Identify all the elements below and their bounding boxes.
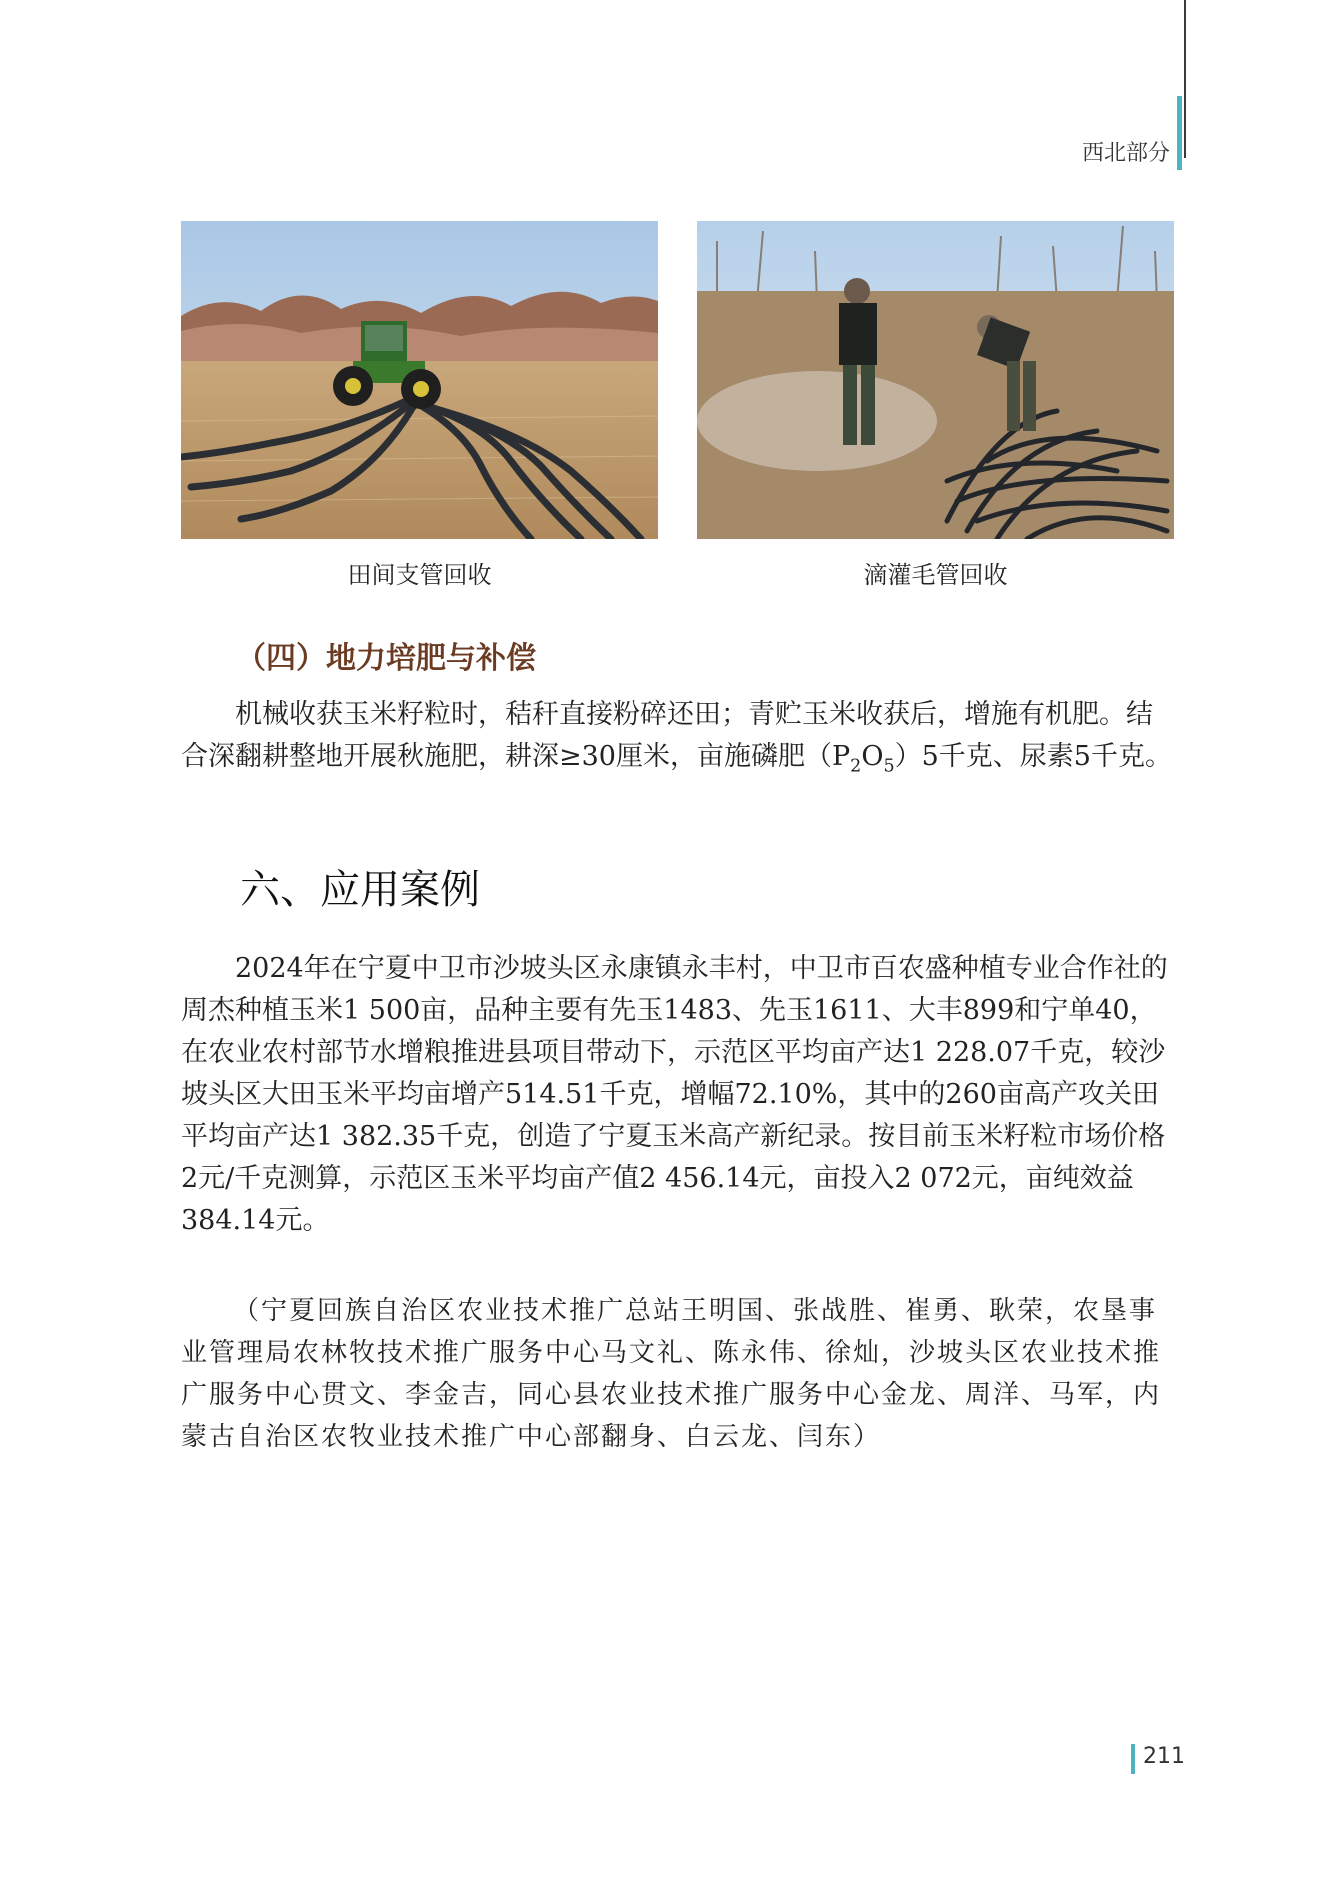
subsection-title: （四）地力培肥与补偿 — [236, 641, 536, 676]
section-title: 六、应用案例 — [240, 867, 480, 913]
photo-workers-drip-tubes — [697, 221, 1174, 539]
header-rule — [1184, 0, 1186, 158]
tractor-illustration — [181, 221, 658, 539]
paragraph-fertilization — [181, 694, 1175, 787]
running-header: 西北部分 — [1081, 141, 1170, 166]
paragraph-text-2: ）5千克、尿素5千克。 — [894, 741, 1172, 772]
photo-tractor-pipes — [181, 221, 658, 539]
paragraph-text-o: O — [861, 741, 884, 772]
figure-caption-left: 田间支管回收 — [347, 561, 492, 589]
page-number: 211 — [1143, 1744, 1185, 1769]
figure-caption-right: 滴灌毛管回收 — [863, 561, 1008, 589]
workers-illustration — [697, 221, 1174, 539]
paragraph-text-1: 机械收获玉米籽粒时，秸秆直接粉碎还田；青贮玉米收获后，增施有机肥。结合深翻耕整地开展秋施肥，耕深≥30厘米，亩施磷肥（P — [181, 699, 1153, 772]
subscript-2: 2 — [850, 756, 862, 777]
header-accent-bar — [1177, 96, 1182, 170]
paragraph-case-study: 2024年在宁夏中卫市沙坡头区永康镇永丰村，中卫市百农盛种植专业合作社的周杰种植玉米1 500亩，品种主要有先玉1483、先玉1611、大丰899和宁单40，在农业农村部节水增粮推进县项目带动下，示范区平均亩产达1 228.07千克，较沙坡头区大田玉米平均亩增产514.51千克，增幅72.10%，其中的260亩高产攻关田平均亩产达1 382.35千克，创造了宁夏玉米高产新纪录。按目前玉米籽粒市场价格2元/千克测算，示范区玉米平均亩产值2 456.14元，亩投入2 072元，亩纯效益384.14元。 — [181, 953, 1168, 1236]
author-credits: （宁夏回族自治区农业技术推广总站王明国、张战胜、崔勇、耿荣，农垦事业管理局农林牧技术推广服务中心马文礼、陈永伟、徐灿，沙坡头区农业技术推广服务中心贯文、李金吉，同心县农业技术推广服务中心金龙、周洋、马军，内蒙古自治区农牧业技术推广中心部翻身、白云龙、闫东） — [181, 1296, 1162, 1452]
page-number-bar — [1131, 1744, 1135, 1774]
subscript-5: 5 — [883, 756, 895, 777]
